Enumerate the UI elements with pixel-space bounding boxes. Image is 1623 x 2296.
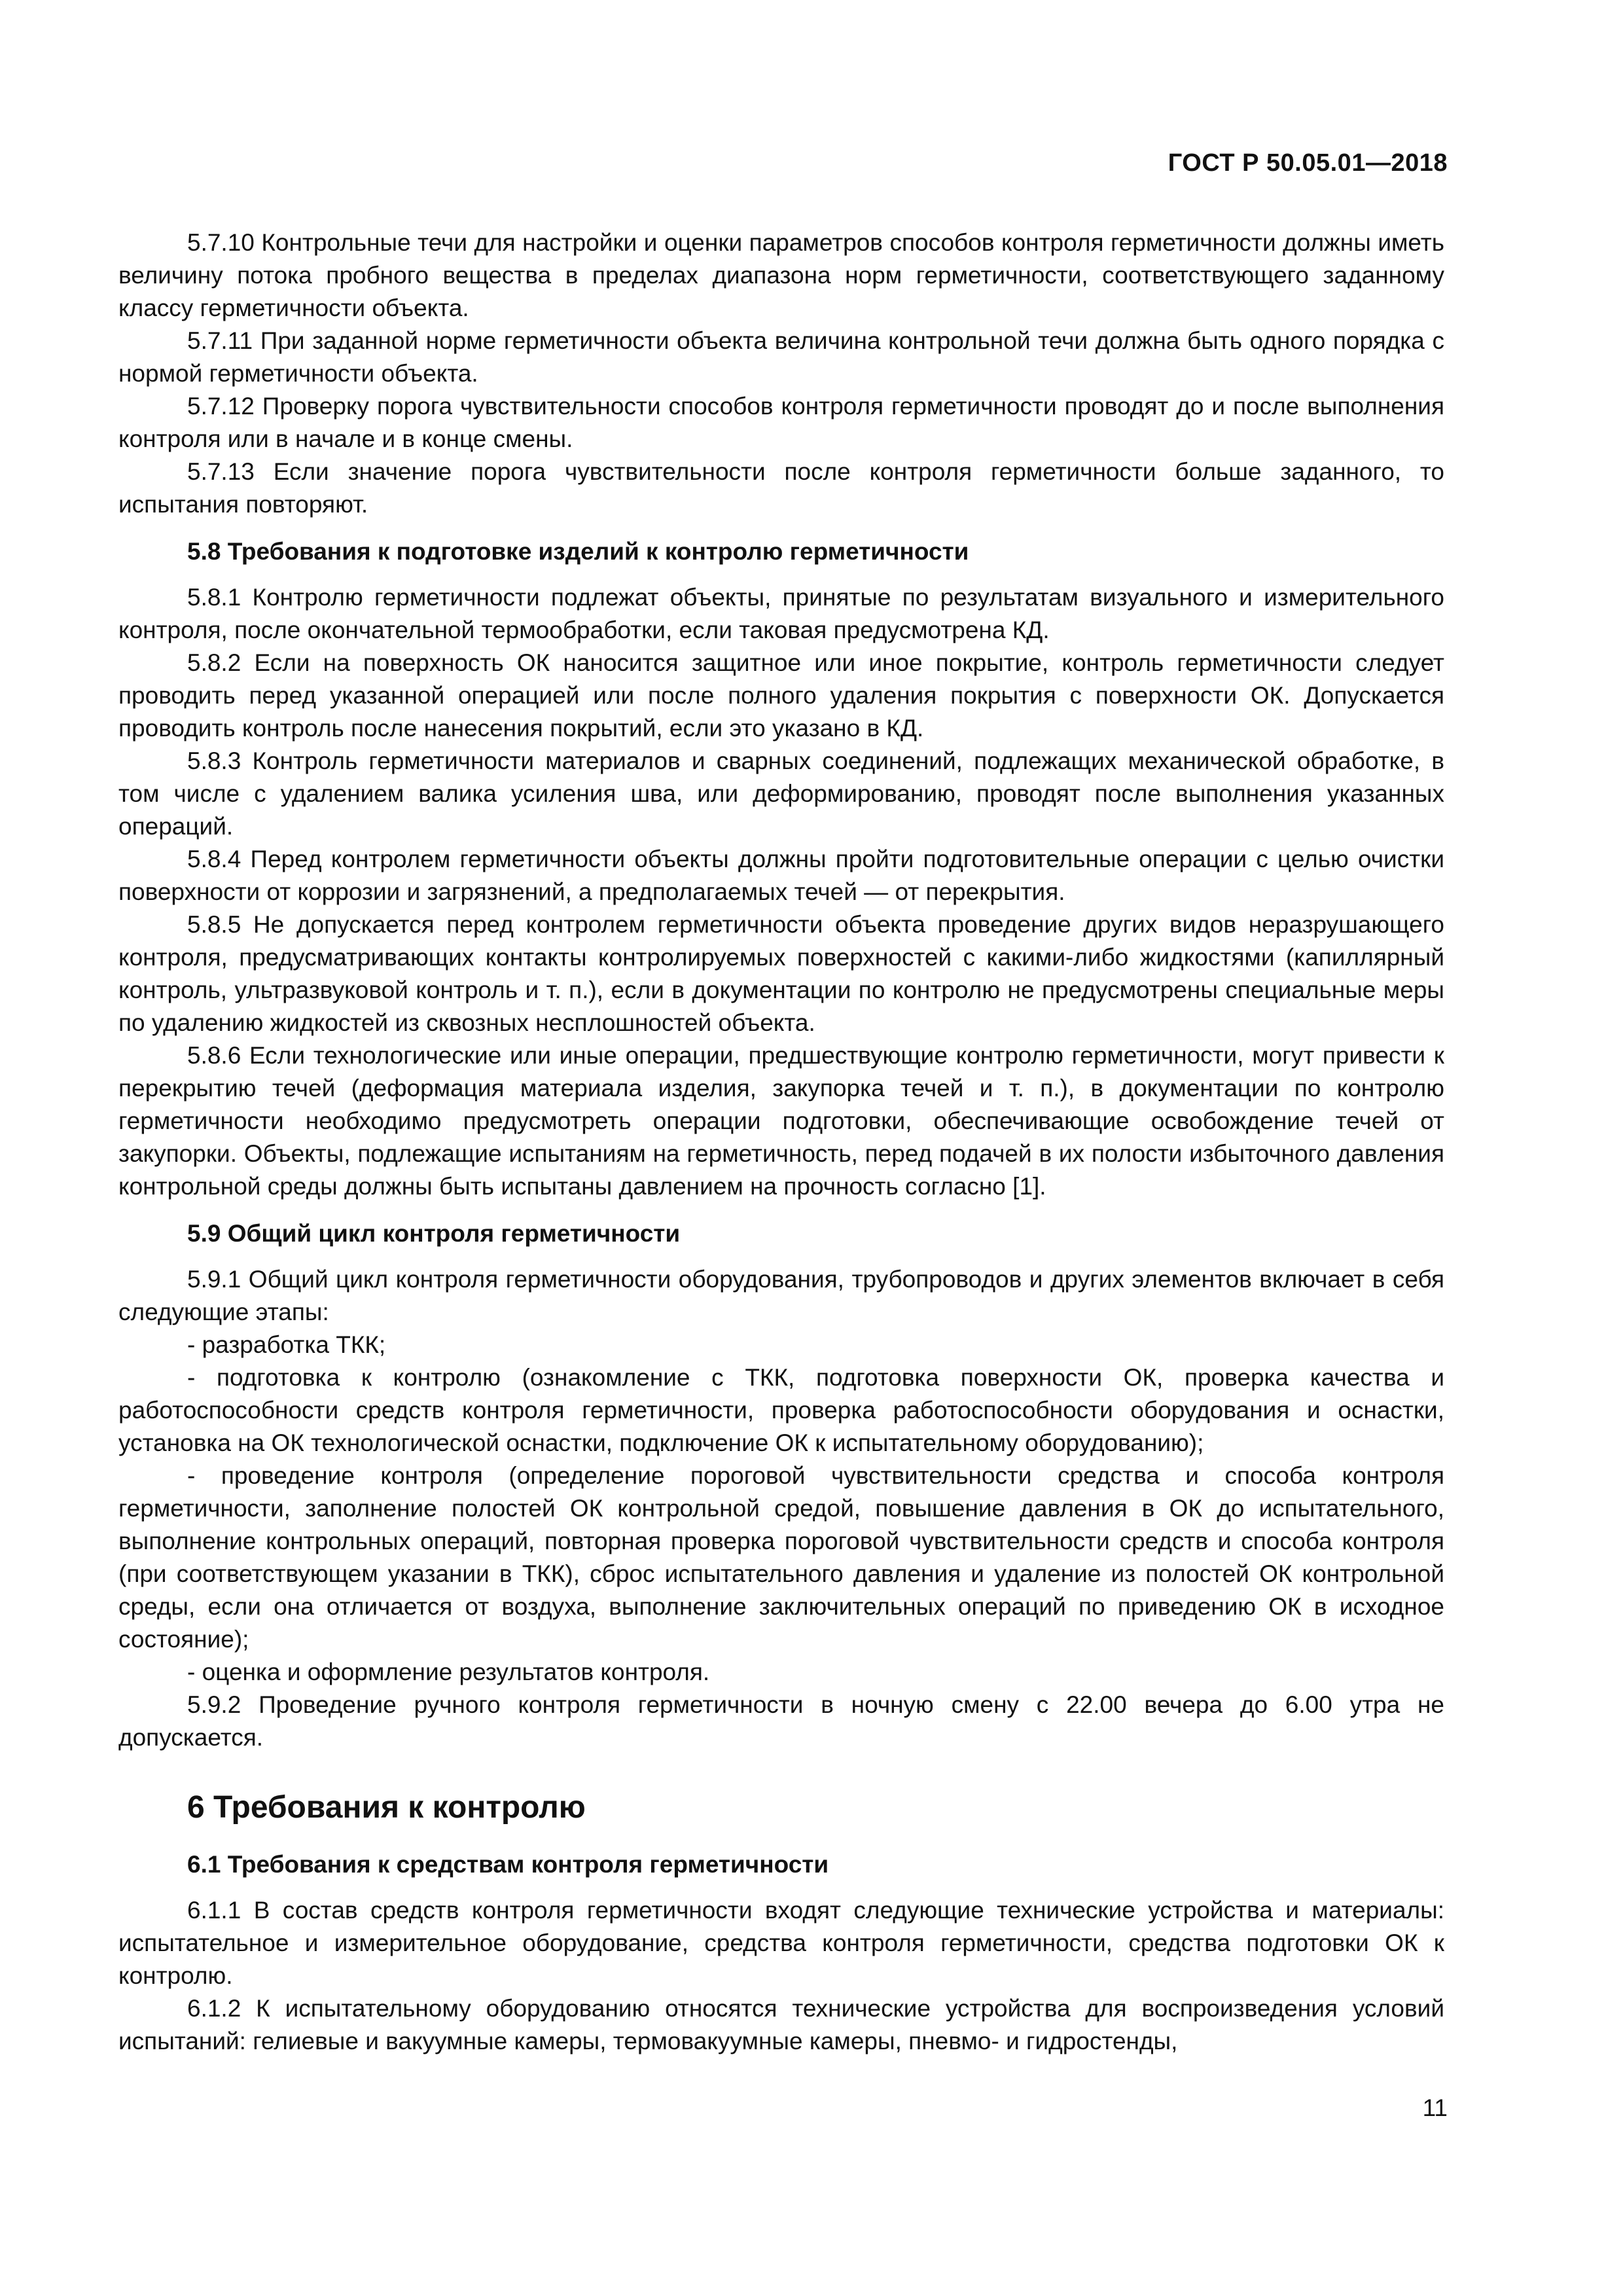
document-body xyxy=(118,226,1444,2058)
paragraph-5-9-1: 5.9.1 Общий цикл контроля герметичности оборудования, трубопроводов и других элементов включает в себя следующие этапы: xyxy=(118,1266,1444,1325)
paragraph-6-1-1: 6.1.1 В состав средств контроля герметичности входят следующие технические устройства и материалы: испытательное и измерительное оборудование, средства контроля герметичности, средства подготовки ОК к контролю. xyxy=(118,1897,1444,1989)
list-item-2: - подготовка к контролю (ознакомление с ТКК, подготовка поверхности ОК, проверка качества и работоспособности средств контроля герметичности, проверка работоспособности оборудования и оснастки, установка на ОК технологической оснастки, подключение ОК к испытательному оборудованию); xyxy=(118,1364,1444,1456)
paragraph-5-7-11: 5.7.11 При заданной норме герметичности объекта величина контрольной течи должна быть одного порядка с нормой герметичности объекта. xyxy=(118,327,1444,387)
paragraph-5-8-1: 5.8.1 Контролю герметичности подлежат объекты, принятые по результатам визуального и измерительного контроля, после окончательной термообработки, если таковая предусмотрена КД. xyxy=(118,584,1444,643)
heading-section-6: 6 Требования к контролю xyxy=(187,1790,586,1825)
paragraph-5-9-2: 5.9.2 Проведение ручного контроля герметичности в ночную смену с 22.00 вечера до 6.00 утра не допускается. xyxy=(118,1691,1444,1751)
list-item-3: - проведение контроля (определение пороговой чувствительности средства и способа контроля герметичности, заполнение полостей ОК контрольной средой, повышение давления в ОК до испытательного, выполнение контрольных операций, повторная проверка пороговой чувствительности средств и способа контроля (при соответствующем указании в ТКК), сброс испытательного давления и удаление из полостей ОК контрольной среды, если она отличается от воздуха, выполнение заключительных операций по приведению ОК в исходное состояние); xyxy=(118,1462,1444,1653)
paragraph-5-8-5: 5.8.5 Не допускается перед контролем герметичности объекта проведение других видов неразрушающего контроля, предусматривающих контакты контролируемых поверхностей с какими-либо жидкостями (капиллярный контроль, ультразвуковой контроль и т. п.), если в документации по контролю не предусмотрены специальные меры по удалению жидкостей из сквозных несплошностей объекта. xyxy=(118,911,1444,1036)
paragraph-5-7-12: 5.7.12 Проверку порога чувствительности способов контроля герметичности проводят до и после выполнения контроля или в начале и в конце смены. xyxy=(118,393,1444,452)
heading-5-9: 5.9 Общий цикл контроля герметичности xyxy=(187,1220,681,1247)
paragraph-5-7-10: 5.7.10 Контрольные течи для настройки и оценки параметров способов контроля герметичности должны иметь величину потока пробного вещества в пределах диапазона норм герметичности, соответствующего заданному классу герметичности объекта. xyxy=(118,229,1444,321)
list-item-1: - разработка ТКК; xyxy=(187,1331,386,1358)
paragraph-5-8-6: 5.8.6 Если технологические или иные операции, предшествующие контролю герметичности, могут привести к перекрытию течей (деформация материала изделия, закупорка течей и т. п.), в документации по контролю герметичности необходимо предусмотреть операции подготовки, обеспечивающие освобождение течей от закупорки. Объекты, подлежащие испытаниям на герметичность, перед подачей в их полости избыточного давления контрольной среды должны быть испытаны давлением на прочность согласно [1]. xyxy=(118,1042,1444,1200)
paragraph-6-1-2: 6.1.2 К испытательному оборудованию относятся технические устройства для воспроизведения условий испытаний: гелиевые и вакуумные камеры, термовакуумные камеры, пневмо- и гидростенды, xyxy=(118,1995,1444,2054)
page-number: 11 xyxy=(1422,2094,1448,2121)
paragraph-5-8-4: 5.8.4 Перед контролем герметичности объекты должны пройти подготовительные операции с целью очистки поверхности от коррозии и загрязнений, а предполагаемых течей — от перекрытия. xyxy=(118,846,1444,905)
list-item-4: - оценка и оформление результатов контроля. xyxy=(187,1659,710,1685)
paragraph-5-7-13: 5.7.13 Если значение порога чувствительности после контроля герметичности больше заданного, то испытания повторяют. xyxy=(118,458,1444,518)
paragraph-5-8-2: 5.8.2 Если на поверхность ОК наносится защитное или иное покрытие, контроль герметичности следует проводить перед указанной операцией или после полного удаления покрытия с поверхности ОК. Допускается проводить контроль после нанесения покрытий, если это указано в КД. xyxy=(118,649,1444,742)
paragraph-5-8-3: 5.8.3 Контроль герметичности материалов и сварных соединений, подлежащих механической обработке, в том числе с удалением валика усиления шва, или деформированию, проводят после выполнения указанных операций. xyxy=(118,747,1444,840)
document-header: ГОСТ Р 50.05.01—2018 xyxy=(1168,149,1448,177)
heading-5-8: 5.8 Требования к подготовке изделий к контролю герметичности xyxy=(187,538,969,565)
heading-6-1: 6.1 Требования к средствам контроля герметичности xyxy=(187,1851,829,1878)
